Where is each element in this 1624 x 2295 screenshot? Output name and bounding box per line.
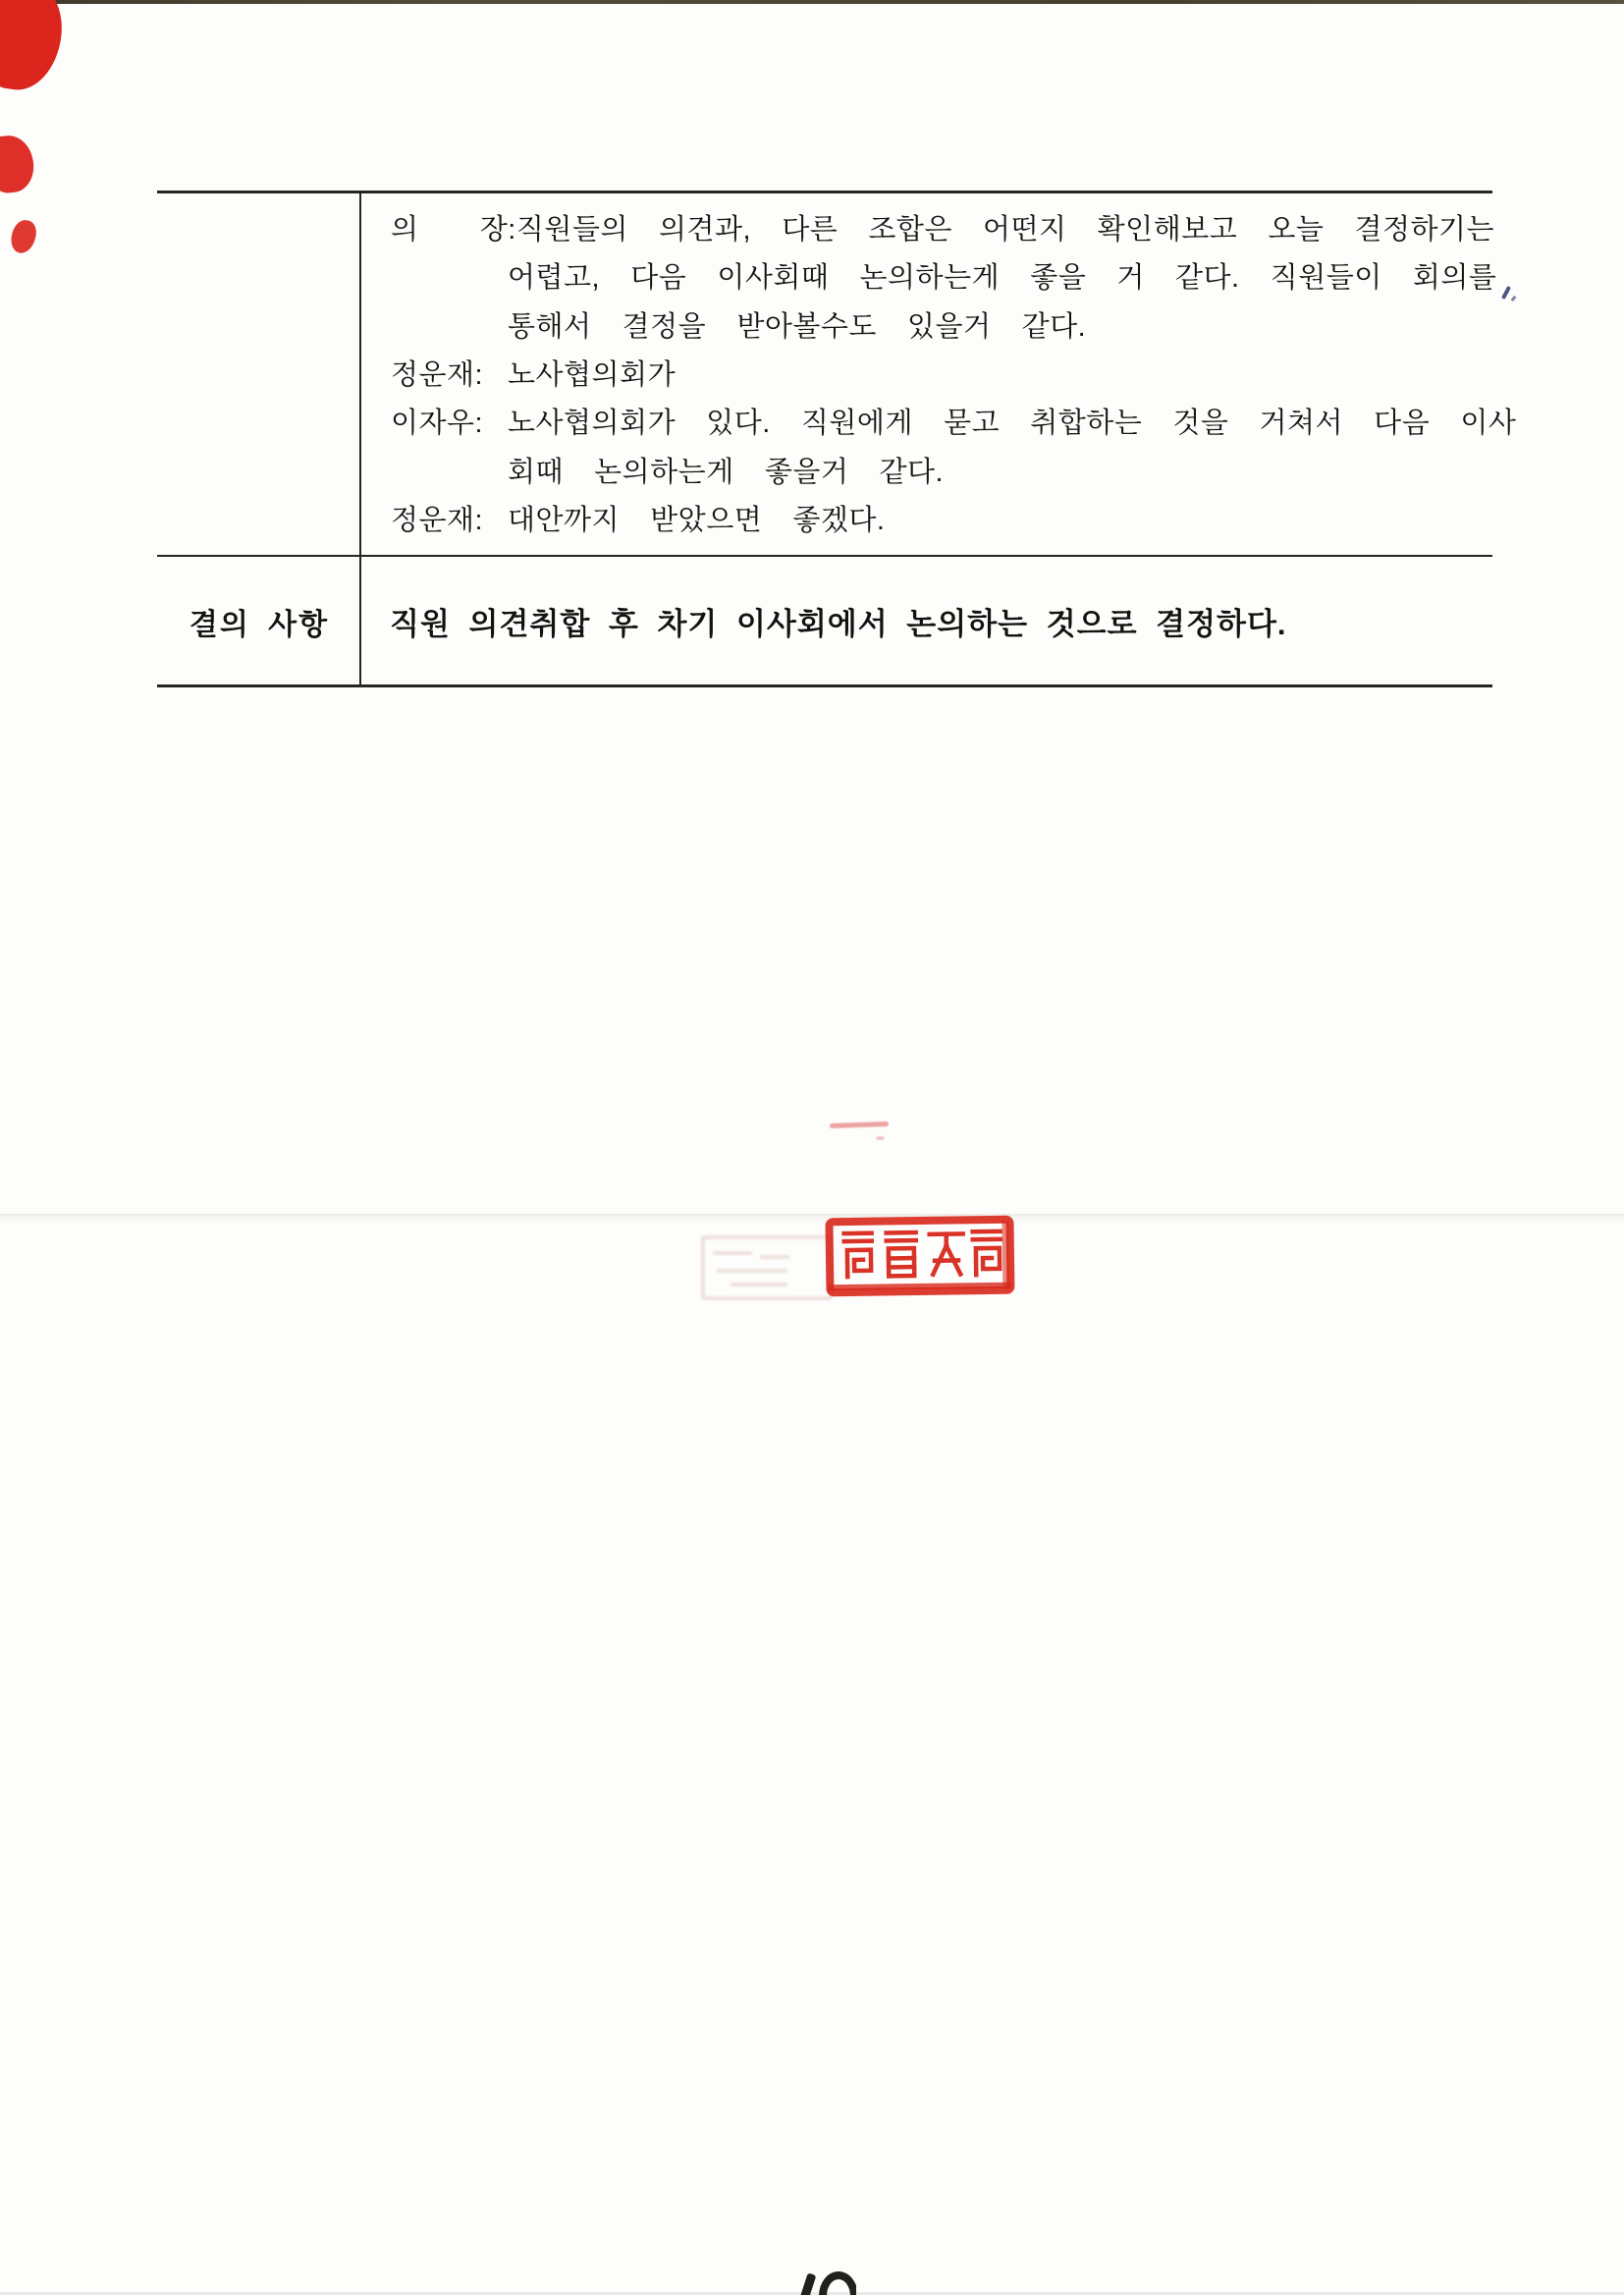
utterance-text: 노사협의회가 있다. 직원에게 묻고 취합하는 것을 거쳐서 다음 이사 <box>508 408 1517 440</box>
faint-red-ink-dot <box>876 1136 885 1140</box>
faint-stamp-ghost-impression <box>701 1235 833 1300</box>
utterance-text: 직원들의 의견과, 다른 조합은 어떤지 확인해보고 오늘 결정하기는 <box>515 214 1495 246</box>
discussion-cell <box>391 194 1517 542</box>
page-number-clipped <box>797 2269 856 2295</box>
speaker-name: 정운재: <box>391 504 484 536</box>
utterance-text: 대안까지 받았으면 좋겠다. <box>508 504 886 536</box>
utterance-text: 회때 논의하는게 좋을거 같다. <box>508 456 945 488</box>
dialogue-line <box>391 251 1495 300</box>
utterance-text: 어렵고, 다음 이사회때 논의하는게 좋을 거 같다. 직원들이 회의를 <box>508 262 1497 295</box>
dialogue-line <box>391 494 1495 542</box>
scan-top-edge-artifact <box>0 0 1624 4</box>
speaker-name: 의 장: <box>391 214 516 246</box>
page-number-digit-top-1 <box>799 2272 817 2295</box>
utterance-text: 노사협의회가 <box>508 359 677 392</box>
red-seal-stamp <box>823 1213 1016 1304</box>
dialogue-line <box>391 349 1495 397</box>
table-top-border <box>157 191 1492 193</box>
red-ink-smudge-1 <box>0 0 68 95</box>
dialogue-line <box>391 445 1495 493</box>
utterance-text: 통해서 결정을 받아볼수도 있을거 같다. <box>508 310 1087 343</box>
stamp-graphic <box>823 1213 1016 1304</box>
dialogue-line <box>391 203 1495 251</box>
pen-tick-mark-small <box>1510 296 1516 302</box>
dialogue-line <box>391 397 1517 445</box>
red-ink-smudge-3 <box>8 218 39 256</box>
speaker-name: 이자우: <box>391 408 484 440</box>
resolution-row-label: 결의 사항 <box>189 608 330 641</box>
resolution-row-text: 직원 의견취합 후 차기 이사회에서 논의하는 것으로 결정하다. <box>390 607 1287 641</box>
faint-red-ink-smear <box>830 1121 889 1128</box>
dialogue-line <box>391 301 1495 349</box>
speaker-name: 정운재: <box>391 359 484 392</box>
pen-tick-mark <box>1501 286 1511 300</box>
red-ink-smudge-2 <box>0 134 36 194</box>
page-number-digit-top-0 <box>819 2271 856 2295</box>
paper-fold-crease <box>0 1214 1624 1224</box>
